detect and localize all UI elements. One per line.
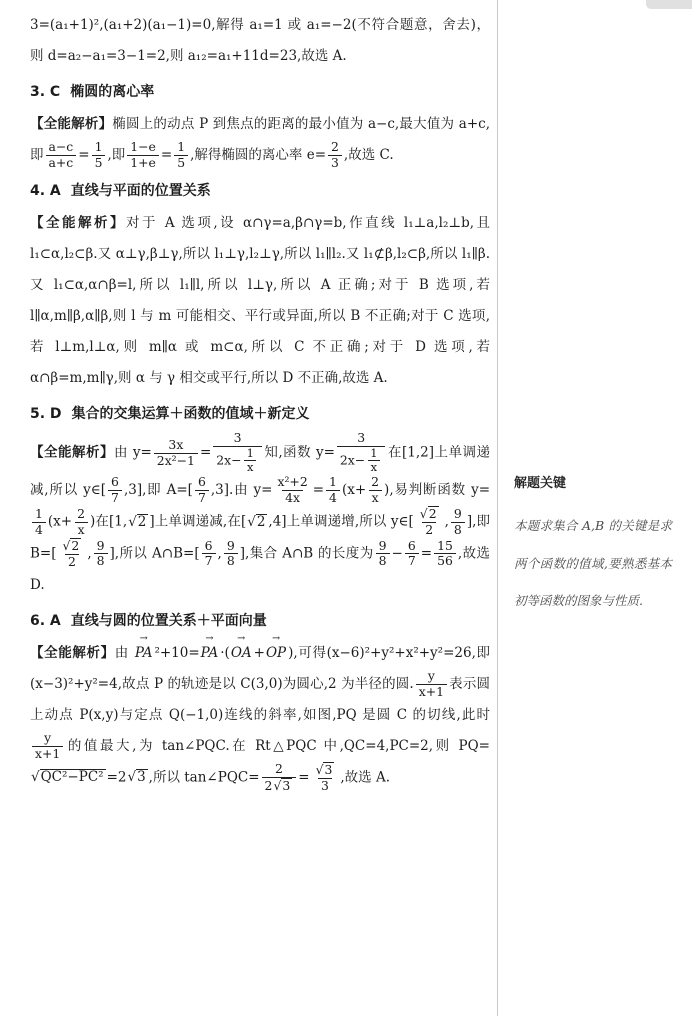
vector: PA → bbox=[135, 638, 153, 669]
problem-header bbox=[30, 180, 490, 204]
fraction-denominator: 5 bbox=[174, 155, 188, 171]
solution-paragraph: 【全能解析】对于 A 选项,设 α∩γ=a,β∩γ=b,作直线 l₁⊥a,l₂⊥b,且 l₁⊂α,l₂⊂β.又 α⊥γ,β⊥γ,所以 l₁⊥γ,l₂⊥γ,所以 l₁∥l₂.又 l₁⊄β,l₂⊂β,所以 l₁∥β.又 l₁⊂α,α∩β=l,所以 l₁∥l,所以 l⊥γ,所以 A 正确;对于 B 选项,若 l∥α,m∥β,α∥β,则 l 与 m 可能相交、平行或异面,所以 B 不正确;对于 C 选项,若 l⊥m,l⊥α,则 m∥α 或 m⊂α,所以 C 不正确;对于 D 选项,若 α∩β=m,m∥γ,则 α 与 γ 相交或平行,所以 D 不正确,故选 A. bbox=[30, 214, 491, 387]
fraction-denominator: 3 bbox=[318, 778, 332, 794]
fraction-numerator: 1−e bbox=[130, 139, 156, 155]
fraction-numerator bbox=[59, 538, 86, 554]
solution-paragraph: 【全能解析】由 y= $\frac{3x}{\text{2x²−1}}$ = 3 2x− $\frac{1}{x}$ 知,函数 y= 3 2x− $\frac{1}{x}$ 在[1,2]上单调递减,所以 y∈[ $\frac{6}{7}$ ,3],即 A=[ $\frac{6}{7}$ ,3].由 y= $\frac{\text{x²+2}}{4x}$ = $\frac{1}{4}$ (x+ $\frac{2}{x}$ ),易判断函数 y= $\frac{1}{4}$ (x+ $\frac{2}{x}$ )在[1, √ 2 ]上单调递减,在[ √ 2 ,4]上单调递增,所以 y∈[ √ 2 2 , $\frac{9}{8}$ ],即 B=[ √ 2 2 , $\frac{9}{8}$ ],所以 A∩B=[ $\frac{6}{7}$ , $\frac{9}{8}$ ],集合 A∩B 的长度为 $\frac{9}{8}$ − $\frac{6}{7}$ = $\frac{15}{56}$ ,故选 D. bbox=[30, 429, 491, 593]
fraction-denominator: 8 bbox=[451, 522, 465, 538]
fraction-numerator: 1 bbox=[94, 139, 103, 155]
sidebar-note bbox=[514, 472, 672, 620]
square-root bbox=[128, 514, 148, 531]
fraction-denominator: 2 √ 3 bbox=[262, 777, 297, 794]
fraction-numerator: 6 bbox=[197, 474, 206, 490]
fraction-numerator: 2 bbox=[274, 760, 283, 776]
radical-symbol: √ bbox=[315, 761, 324, 777]
fraction bbox=[337, 431, 386, 475]
problem-number: 5. D bbox=[30, 406, 62, 423]
fraction bbox=[202, 539, 216, 570]
radical-symbol: √ bbox=[31, 769, 40, 786]
fraction bbox=[405, 539, 419, 570]
fraction-denominator: 3 bbox=[328, 155, 342, 171]
fraction-denominator: a+c bbox=[46, 155, 77, 171]
column-divider bbox=[497, 0, 498, 1016]
fraction-numerator: x²+2 bbox=[277, 474, 308, 490]
problem-topic: 直线与圆的位置关系＋平面向量 bbox=[70, 612, 267, 629]
vector: PA → bbox=[201, 638, 219, 669]
fraction bbox=[74, 507, 88, 538]
solution-label: 【全能解析】 bbox=[30, 214, 127, 231]
radical-symbol: √ bbox=[128, 513, 137, 530]
fraction bbox=[174, 140, 188, 171]
radical-symbol: √ bbox=[247, 513, 256, 530]
fraction-numerator: 2 bbox=[371, 474, 380, 490]
fraction bbox=[154, 438, 198, 469]
fraction-denominator: 2x− $\frac{1}{x}$ bbox=[337, 446, 386, 475]
fraction bbox=[416, 669, 447, 700]
radicand: 2 bbox=[256, 513, 266, 530]
sidebar-body: 本题求集合 A,B 的关键是求两个函数的值域,要熟悉基本初等函数的图象与性质. bbox=[514, 518, 672, 608]
fraction-denominator: x bbox=[75, 522, 88, 538]
problem-header bbox=[30, 610, 490, 634]
fraction-numerator: 1 bbox=[370, 445, 378, 460]
fraction bbox=[94, 539, 108, 570]
page-corner-artifact bbox=[646, 0, 692, 9]
fraction-denominator: x bbox=[369, 490, 382, 506]
fraction bbox=[59, 538, 86, 570]
fraction-numerator: 1 bbox=[246, 445, 254, 460]
fraction-numerator: 9 bbox=[226, 537, 235, 553]
radicand: 2 bbox=[137, 513, 147, 530]
solution-paragraph: 【全能解析】由 PA → ²+10=PA → ·(OA → +OP → ),可得(x−6)²+y²+x²+y²=26,即(x−3)²+y²=4,故点 P 的轨迹是以 C(3,0)为圆心,2 为半径的圆. $\frac{y}{x+1}$ 表示圆上动点 P(x,y)与定点 Q(−1,0)连线的斜率,如图,PQ 是圆 C 的切线,此时 $\frac{y}{x+1}$ 的值最大,为 tan∠PQC.在 Rt△PQC 中,QC=4,PC=2,则 PQ= √ QC²−PC² =2 √ 3 ,所以 tan∠PQC= 2 2 √ 3 = √ 3 3 ,故选 A. bbox=[30, 638, 490, 794]
fraction-numerator bbox=[416, 506, 443, 522]
fraction bbox=[195, 475, 209, 506]
problem-topic: 集合的交集运算＋函数的值域＋新定义 bbox=[71, 406, 310, 423]
solution-label: 【全能解析】 bbox=[30, 115, 113, 132]
fraction-numerator: 9 bbox=[378, 537, 387, 553]
fraction-denominator: 4 bbox=[326, 490, 340, 506]
fraction-numerator: 9 bbox=[96, 537, 105, 553]
fraction bbox=[213, 431, 262, 475]
fraction-denominator: x bbox=[368, 460, 380, 475]
radicand: 3 bbox=[137, 769, 146, 786]
radicand: 2 bbox=[428, 506, 437, 522]
fraction bbox=[262, 762, 297, 794]
fraction-denominator: x+1 bbox=[416, 684, 447, 700]
fraction bbox=[451, 507, 465, 538]
fraction-numerator: 3x bbox=[168, 436, 184, 452]
square-root bbox=[273, 778, 292, 793]
fraction-numerator: 3 bbox=[357, 429, 366, 445]
square-root bbox=[63, 538, 82, 553]
fraction-numerator: y bbox=[44, 729, 52, 745]
fraction bbox=[92, 140, 106, 171]
fraction-numerator: 2 bbox=[331, 139, 339, 155]
fraction-denominator: 8 bbox=[94, 553, 108, 569]
fraction bbox=[326, 475, 340, 506]
square-root bbox=[316, 762, 335, 777]
radical-symbol: √ bbox=[273, 777, 282, 793]
fraction-denominator: 8 bbox=[224, 553, 238, 569]
fraction-numerator: 9 bbox=[453, 505, 462, 521]
fraction bbox=[368, 475, 382, 506]
vector: OA → bbox=[231, 638, 252, 669]
radical-symbol: √ bbox=[419, 506, 428, 522]
fraction-denominator: x+1 bbox=[32, 746, 63, 762]
fraction-denominator: 2 bbox=[422, 522, 436, 538]
fraction-numerator: 6 bbox=[407, 537, 416, 553]
fraction-denominator: 2x− $\frac{1}{x}$ bbox=[213, 446, 262, 475]
fraction bbox=[32, 731, 63, 762]
vector: OP → bbox=[266, 638, 286, 669]
radicand: 2 bbox=[71, 538, 80, 554]
problem-number: 6. A bbox=[30, 612, 61, 629]
problem-number: 4. A bbox=[30, 182, 61, 199]
fraction-numerator: 6 bbox=[204, 537, 213, 553]
fraction bbox=[328, 140, 342, 171]
fraction bbox=[46, 140, 77, 171]
problem-header bbox=[30, 81, 490, 105]
fraction-denominator: 8 bbox=[376, 553, 390, 569]
problem-header bbox=[30, 403, 490, 427]
fraction bbox=[416, 506, 443, 538]
fraction-numerator: a−c bbox=[48, 139, 74, 155]
fraction bbox=[434, 539, 456, 570]
fraction-denominator: 2 bbox=[65, 554, 79, 570]
problem-number: 3. C bbox=[30, 84, 61, 101]
fraction-numerator: 1 bbox=[177, 139, 186, 155]
fraction-denominator: 7 bbox=[405, 553, 419, 569]
fraction-denominator: 7 bbox=[195, 490, 209, 506]
fraction bbox=[32, 507, 46, 538]
square-root bbox=[127, 769, 147, 786]
fraction bbox=[376, 539, 390, 570]
fraction-denominator: 7 bbox=[202, 553, 216, 569]
fraction bbox=[127, 140, 159, 171]
fraction-denominator: 5 bbox=[92, 155, 106, 171]
radical-symbol: √ bbox=[62, 538, 71, 554]
fraction bbox=[244, 447, 257, 475]
fraction-numerator: y bbox=[427, 667, 435, 683]
fraction bbox=[224, 539, 238, 570]
fraction-numerator: 6 bbox=[111, 474, 119, 490]
radicand: QC²−PC² bbox=[40, 769, 104, 786]
fraction-denominator: 4 bbox=[32, 522, 46, 538]
fraction-numerator: 3 bbox=[233, 429, 242, 445]
fraction-denominator: 1+e bbox=[127, 155, 159, 171]
fraction-denominator: 4x bbox=[282, 490, 303, 506]
square-root bbox=[420, 506, 439, 521]
radicand: 3 bbox=[324, 761, 333, 777]
fraction-numerator: 1 bbox=[329, 474, 337, 490]
fraction-denominator: 7 bbox=[108, 490, 122, 506]
fraction-denominator: 2x²−1 bbox=[154, 453, 198, 469]
solution-label: 【全能解析】 bbox=[30, 644, 115, 661]
fraction-denominator: 56 bbox=[434, 553, 456, 569]
sidebar-title: 解题关键 bbox=[514, 476, 567, 491]
fraction bbox=[312, 762, 339, 794]
solution-label: 【全能解析】 bbox=[30, 444, 115, 461]
fraction-numerator: 2 bbox=[77, 505, 86, 521]
square-root bbox=[31, 769, 106, 786]
problem-topic: 椭圆的离心率 bbox=[70, 84, 155, 101]
radicand: 3 bbox=[282, 777, 291, 793]
fraction bbox=[274, 475, 310, 506]
fraction-numerator: 1 bbox=[35, 505, 43, 521]
fraction-numerator: 15 bbox=[437, 537, 453, 553]
fraction-numerator bbox=[312, 762, 339, 778]
fraction bbox=[367, 447, 380, 475]
fraction bbox=[108, 475, 122, 506]
main-column bbox=[30, 10, 490, 798]
square-root bbox=[247, 514, 267, 531]
radical-symbol: √ bbox=[127, 769, 137, 786]
solution-paragraph: 【全能解析】椭圆上的动点 P 到焦点的距离的最小值为 a−c,最大值为 a+c,即 $\frac{a-c}{a+c}$ = $\frac{1}{5}$ ,即 $\frac{1-e}{1+e}$ = $\frac{1}{5}$ ,解得椭圆的离心率 e= $\frac{2}{3}$ ,故选 C. bbox=[30, 115, 490, 170]
continued-paragraph: 3=(a₁+1)²,(a₁+2)(a₁−1)=0,解得 a₁=1 或 a₁=−2(不符合题意，舍去)，则 d=a₂−a₁=3−1=2,则 a₁₂=a₁+11d=23,故选 A. bbox=[30, 17, 490, 65]
fraction-denominator: x bbox=[244, 460, 256, 475]
problem-topic: 直线与平面的位置关系 bbox=[70, 182, 211, 199]
